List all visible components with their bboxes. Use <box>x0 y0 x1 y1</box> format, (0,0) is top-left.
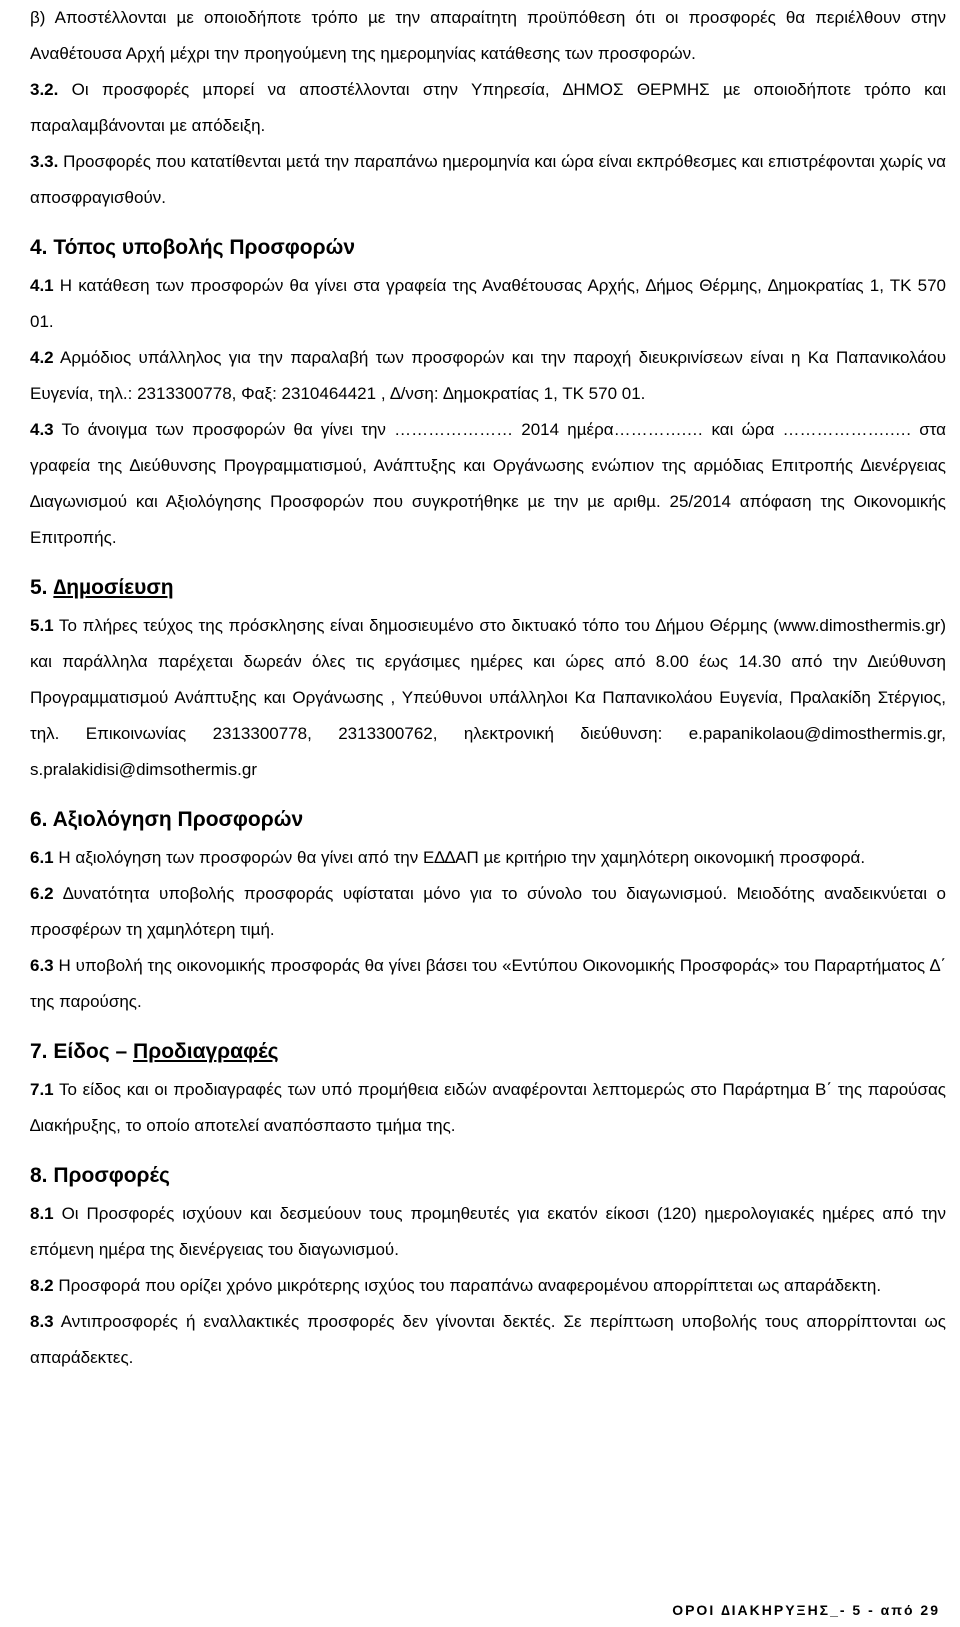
paragraph-text: Προσφορές που κατατίθενται µετά την παραπάνω ηµεροµηνία και ώρα είναι εκπρόθεσµες και επιστρέφονται χωρίς να αποσφραγισθούν. <box>30 152 946 207</box>
paragraph-8-1 <box>30 1196 946 1268</box>
paragraph-text: Οι Προσφορές ισχύουν και δεσµεύουν τους προµηθευτές για εκατόν είκοσι (120) ηµερολογιακές ηµέρες από την επόµενη ηµέρα της διενέργειας του διαγωνισµού. <box>30 1204 946 1259</box>
paragraph-number: 7.1 <box>30 1080 54 1099</box>
section-4-title: 4. Τόπος υποβολής Προσφορών <box>30 236 355 259</box>
paragraph-text: β) Αποστέλλονται µε οποιοδήποτε τρόπο µε την απαραίτητη προϋπόθεση ότι οι προσφορές θα περιέλθουν στην Αναθέτουσα Αρχή µέχρι την προηγούµενη της ηµεροµηνίας κατάθεσης των προσφορών. <box>30 8 946 63</box>
section-5-title <box>30 568 946 608</box>
paragraph-text: ∆υνατότητα υποβολής προσφοράς υφίσταται µόνο για το σύνολο του διαγωνισµού. Μειοδότης αναδεικνύεται ο προσφέρων τη χαµηλότερη τιµή. <box>30 884 946 939</box>
paragraph-number: 4.1 <box>30 276 54 295</box>
paragraph-4-3 <box>30 412 946 556</box>
paragraph-number: 4.3 <box>30 420 54 439</box>
paragraph-text: Το άνοιγµα των προσφορών θα γίνει την ………………… 2014 ηµέρα………….… και ώρα ……………….…. στα γραφεία της ∆ιεύθυνσης Προγραµµατισµού, Ανάπτυξης και Οργάνωσης ενώπιον της αρµόδιας Επιτροπής ∆ιενέργειας ∆ιαγωνισµού και Αξιολόγησης Προσφορών που συγκροτήθηκε µε την µε αριθµ. 25/2014 απόφαση της Οικονοµικής Επιτροπής. <box>30 420 946 547</box>
paragraph-text: Το είδος και οι προδιαγραφές των υπό προµήθεια ειδών αναφέρονται λεπτοµερώς στο Παράρτηµα Β΄ της παρούσας ∆ιακήρυξης, το οποίο αποτελεί αναπόσπαστο τµήµα της. <box>30 1080 946 1135</box>
section-number: 5. <box>30 576 54 599</box>
paragraph-8-2 <box>30 1268 946 1304</box>
paragraph-6-1 <box>30 840 946 876</box>
section-number: 7. Είδος – <box>30 1040 134 1063</box>
paragraph-number: 8.3 <box>30 1312 54 1331</box>
paragraph-3-2 <box>30 72 946 144</box>
paragraph-number: 6.1 <box>30 848 54 867</box>
paragraph-3-3 <box>30 144 946 216</box>
section-7-title <box>30 1032 946 1072</box>
paragraph-6-2 <box>30 876 946 948</box>
paragraph-number: 8.1 <box>30 1204 54 1223</box>
paragraph-text: Αντιπροσφορές ή εναλλακτικές προσφορές δεν γίνονται δεκτές. Σε περίπτωση υποβολής τους απορρίπτονται ως απαράδεκτες. <box>30 1312 946 1367</box>
section-8-title: 8. Προσφορές <box>30 1164 170 1187</box>
paragraph-number: 5.1 <box>30 616 54 635</box>
paragraph-number: 6.3 <box>30 956 54 975</box>
section-6-title: 6. Αξιολόγηση Προσφορών <box>30 808 304 831</box>
paragraph-text: Η υποβολή της οικονοµικής προσφοράς θα γίνει βάσει του «Εντύπου Οικονοµικής Προσφοράς» του Παραρτήµατος ∆΄ της παρούσης. <box>30 956 946 1011</box>
paragraph-3-1-b <box>30 0 946 72</box>
paragraph-text: Αρµόδιος υπάλληλος για την παραλαβή των προσφορών και την παροχή διευκρινίσεων είναι η Κα Παπανικολάου Ευγενία, τηλ.: 2313300778, Φαξ: 2310464421 , ∆/νση: ∆ηµοκρατίας 1, ΤΚ 570 01. <box>30 348 946 403</box>
paragraph-text: Οι προσφορές µπορεί να αποστέλλονται στην Υπηρεσία, ∆ΗΜΟΣ ΘΕΡΜΗΣ µε οποιοδήποτε τρόπο και παραλαµβάνονται µε απόδειξη. <box>30 80 946 135</box>
page-footer: ΟΡΟΙ ∆ΙΑΚΗΡΥΞΗΣ_- 5 - από 29 <box>672 1602 940 1618</box>
paragraph-number: 4.2 <box>30 348 54 367</box>
paragraph-5-1 <box>30 608 946 788</box>
paragraph-number: 3.2. <box>30 80 59 99</box>
section-title-text: ∆ηµοσίευση <box>53 576 174 599</box>
paragraph-4-1 <box>30 268 946 340</box>
paragraph-6-3 <box>30 948 946 1020</box>
paragraph-number: 6.2 <box>30 884 54 903</box>
paragraph-text: Η αξιολόγηση των προσφορών θα γίνει από την Ε∆∆ΑΠ µε κριτήριο την χαµηλότερη οικονοµική προσφορά. <box>53 848 866 867</box>
paragraph-7-1 <box>30 1072 946 1144</box>
paragraph-text: Το πλήρες τεύχος της πρόσκλησης είναι δηµοσιευµένο στο δικτυακό τόπο του ∆ήµου Θέρµης (www.dimosthermis.gr) και παράλληλα παρέχεται δωρεάν όλες τις εργάσιµες ηµέρες και ώρες από 8.00 έως 14.30 από την ∆ιεύθυνση Προγραµµατισµού Ανάπτυξης και Οργάνωσης , Υπεύθυνοι υπάλληλοι Κα Παπανικολάου Ευγενία, Πραλακίδη Στέργιος, τηλ. Επικοινωνίας 2313300778, 2313300762, ηλεκτρονική διεύθυνση: e.papanikolaou@dimosthermis.gr, s.pralakidisi@dimsothermis.gr <box>30 616 946 779</box>
paragraph-number: 8.2 <box>30 1276 54 1295</box>
paragraph-text: Η κατάθεση των προσφορών θα γίνει στα γραφεία της Αναθέτουσας Αρχής, ∆ήµος Θέρµης, ∆ηµοκρατίας 1, ΤΚ 570 01. <box>30 276 946 331</box>
paragraph-text: Προσφορά που ορίζει χρόνο µικρότερης ισχύος του παραπάνω αναφεροµένου απορρίπτεται ως απαράδεκτη. <box>53 1276 882 1295</box>
section-title-text: Προδιαγραφές <box>133 1040 279 1063</box>
document-body <box>30 0 946 1376</box>
paragraph-8-3 <box>30 1304 946 1376</box>
paragraph-number: 3.3. <box>30 152 59 171</box>
paragraph-4-2 <box>30 340 946 412</box>
